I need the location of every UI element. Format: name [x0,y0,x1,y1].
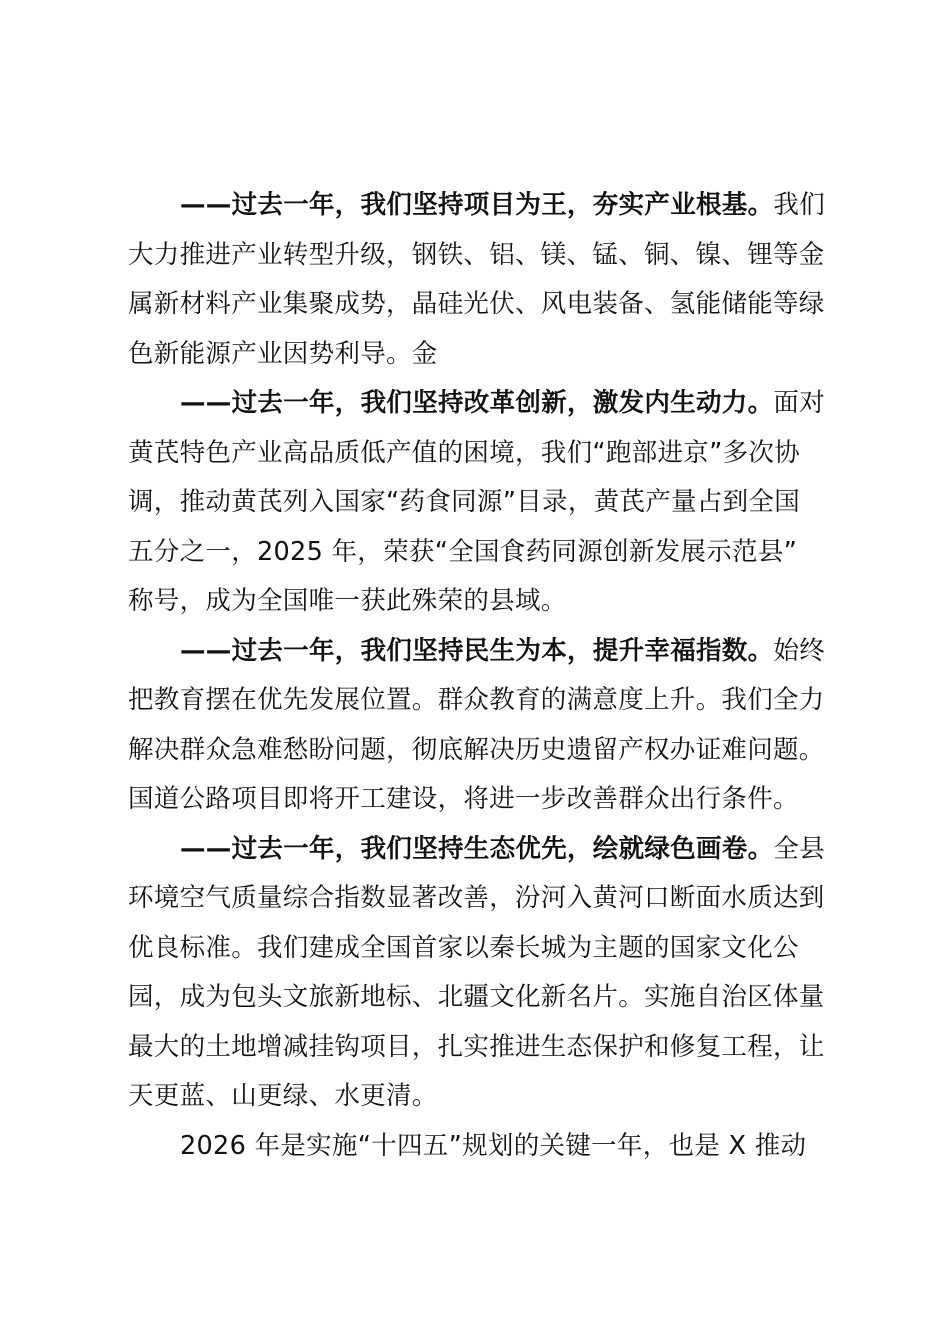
text-line [128,181,838,231]
text-line: 黄芪特色产业高品质低产值的困境，我们“跑部进京”多次协 [128,437,801,468]
paragraph-reform [128,379,838,627]
text-line [128,379,838,429]
text-line [128,627,838,677]
text-line: 优良标准。我们建成全国首家以秦长城为主题的国家文化公 [128,932,799,963]
text-line: 色新能源产业因势利导。金 [128,338,438,369]
text-line: 园，成为包头文旅新地标、北疆文化新名片。实施自治区体量 [128,982,825,1012]
text-span: 全县 [773,833,826,864]
text-line: 大力推进产业转型升级，钢铁、铝、镁、锰、铜、镍、锂等金 [128,239,825,270]
text-line: 最大的土地增减挂钩项目，扎实推进生态保护和修复工程，让 [128,1031,825,1062]
text-line: 解决群众急难愁盼问题，彻底解决历史遗留产权办证难问题。 [128,734,825,765]
text-line: 环境空气质量综合指数显著改善，汾河入黄河口断面水质达到 [128,883,825,913]
text-span: 面对 [773,388,826,418]
paragraph-livelihood [128,627,838,825]
text-span: 始终 [773,635,826,666]
paragraph-heading: ——过去一年，我们坚持改革创新，激发内生动力。 [180,388,774,418]
text-line: 2026 年是实施“十四五”规划的关键一年，也是 X 推动 [180,1130,807,1161]
text-line: 天更蓝、山更绿、水更清。 [128,1081,438,1111]
paragraph-heading: ——过去一年，我们坚持民生为本，提升幸福指数。 [180,635,774,666]
paragraph-heading: ——过去一年，我们坚持生态优先，绘就绿色画卷。 [180,833,774,864]
text-line: 属新材料产业集聚成势，晶硅光伏、风电装备、氢能储能等绿 [128,289,825,319]
paragraph-industry [128,181,838,379]
text-line: 五分之一，2025 年，荣获“全国食药同源创新发展示范县” [128,536,798,567]
text-line [128,825,838,875]
paragraph-heading: ——过去一年，我们坚持项目为王，夯实产业根基。 [180,190,774,220]
document-page [128,181,838,1171]
text-line: 把教育摆在优先发展位置。群众教育的满意度上升。我们全力 [128,685,825,715]
text-line: 调，推动黄芪列入国家“药食同源”目录，黄芪产量占到全国 [128,487,801,517]
paragraph-2026 [128,1122,838,1172]
text-line: 国道公路项目即将开工建设，将进一步改善群众出行条件。 [128,784,799,814]
text-span: 我们 [773,190,826,220]
paragraph-ecology [128,825,838,1122]
text-line: 称号，成为全国唯一获此殊荣的县域。 [128,586,567,616]
